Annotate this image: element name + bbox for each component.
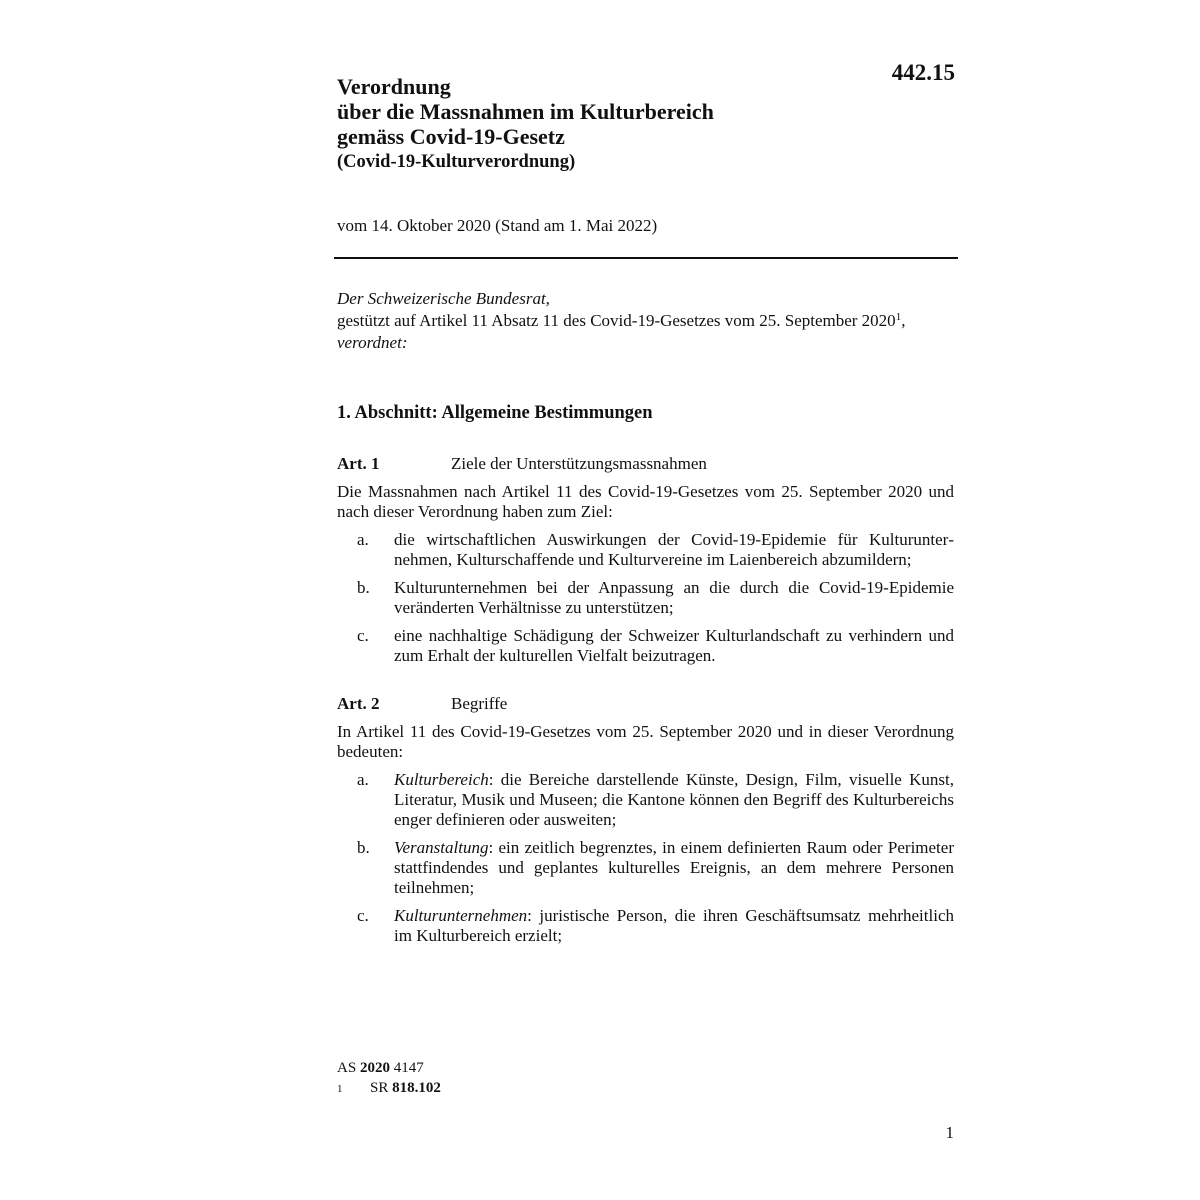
item-letter: b. xyxy=(357,838,370,857)
definition-text: : juristische Person, die ihren Geschäftsumsatz mehrheitlich im Kulturbereich erzielt; xyxy=(394,906,954,945)
footnote-prefix: SR xyxy=(370,1080,389,1096)
defined-term: Veranstaltung xyxy=(394,838,489,857)
item-text xyxy=(394,838,954,898)
article-number: Art. 1 xyxy=(337,454,380,473)
preamble xyxy=(337,288,957,354)
article-header xyxy=(337,454,954,474)
item-text xyxy=(394,906,954,946)
article-header xyxy=(337,694,954,714)
title-line: gemäss Covid-19-Gesetz xyxy=(337,124,565,149)
item-letter: c. xyxy=(357,906,369,925)
sr-number: 442.15 xyxy=(891,60,955,85)
preamble-enactment: verordnet: xyxy=(337,333,408,352)
date-line: vom 14. Oktober 2020 (Stand am 1. Mai 2022) xyxy=(337,216,658,235)
document-title xyxy=(337,74,714,149)
list-item xyxy=(337,906,954,946)
defined-term: Kulturbereich xyxy=(394,770,489,789)
definition-text: : ein zeitlich begrenztes, in einem definierten Raum oder Perimeter stattfindendes und geplantes kulturelles Ereignis, an dem mehrere Personen teilnehmen; xyxy=(394,838,954,897)
short-title: (Covid-19-Kulturverordnung) xyxy=(337,152,576,172)
list-item xyxy=(337,770,954,830)
article-2 xyxy=(337,694,954,954)
footnote-number: 1 xyxy=(337,1083,343,1095)
page-number: 1 xyxy=(945,1123,954,1142)
as-page: 4147 xyxy=(393,1060,424,1076)
item-letter: c. xyxy=(357,626,369,645)
article-title: Ziele der Unterstützungsmassnahmen xyxy=(451,454,707,473)
as-year: 2020 xyxy=(359,1060,390,1076)
item-text xyxy=(394,770,954,830)
article-number: Art. 2 xyxy=(337,694,380,713)
article-title: Begriffe xyxy=(451,694,508,713)
item-text: die wirtschaftlichen Auswirkungen der Covid-19-Epidemie für Kulturunternehmen, Kulturschaffende und Kulturvereine im Laienbereich abzumildern; xyxy=(394,530,954,569)
list-item xyxy=(337,530,954,570)
item-letter: a. xyxy=(357,770,369,789)
list-item xyxy=(337,838,954,898)
footnote-text xyxy=(370,1078,441,1099)
list-item xyxy=(337,626,954,666)
footnote xyxy=(337,1078,441,1099)
item-letter: b. xyxy=(357,578,370,597)
article-intro: Die Massnahmen nach Artikel 11 des Covid-19-Gesetzes vom 25. September 2020 und nach dieser Verordnung haben zum Ziel: xyxy=(337,482,954,521)
definition-text: : die Bereiche darstellende Künste, Design, Film, visuelle Kunst, Literatur, Musik und Museen; die Kantone können den Begriff des Kulturbereichs enger definieren oder ausweiten; xyxy=(394,770,954,829)
title-divider xyxy=(334,257,958,259)
footnote-sr-ref: 818.102 xyxy=(392,1080,441,1096)
article-1 xyxy=(337,454,954,674)
item-text: eine nachhaltige Schädigung der Schweizer Kulturlandschaft zu verhindern und zum Erhalt der kulturellen Vielfalt beizutragen. xyxy=(394,626,954,665)
preamble-basis xyxy=(337,310,957,332)
article-intro: In Artikel 11 des Covid-19-Gesetzes vom 25. September 2020 und in dieser Verordnung bedeuten: xyxy=(337,722,954,761)
item-letter: a. xyxy=(357,530,369,549)
item-text: Kulturunternehmen bei der Anpassung an die durch die Covid-19-Epidemie veränderten Verhältnisse zu unterstützen; xyxy=(394,578,954,617)
footnote-ref: 1 xyxy=(895,311,902,323)
section-heading: 1. Abschnitt: Allgemeine Bestimmungen xyxy=(337,403,653,423)
as-reference xyxy=(337,1058,441,1078)
footnotes xyxy=(337,1058,441,1099)
defined-term: Kulturunternehmen xyxy=(394,906,528,925)
preamble-basis-text: gestützt auf Artikel 11 Absatz 11 des Covid-19-Gesetzes vom 25. September 2020 xyxy=(337,311,896,330)
list-item xyxy=(337,578,954,618)
as-prefix: AS xyxy=(337,1060,357,1076)
preamble-issuer: Der Schweizerische Bundesrat, xyxy=(337,289,550,308)
preamble-basis-end: , xyxy=(901,311,906,330)
title-line: Verordnung xyxy=(337,74,451,99)
title-line: über die Massnahmen im Kulturbereich xyxy=(337,99,714,124)
